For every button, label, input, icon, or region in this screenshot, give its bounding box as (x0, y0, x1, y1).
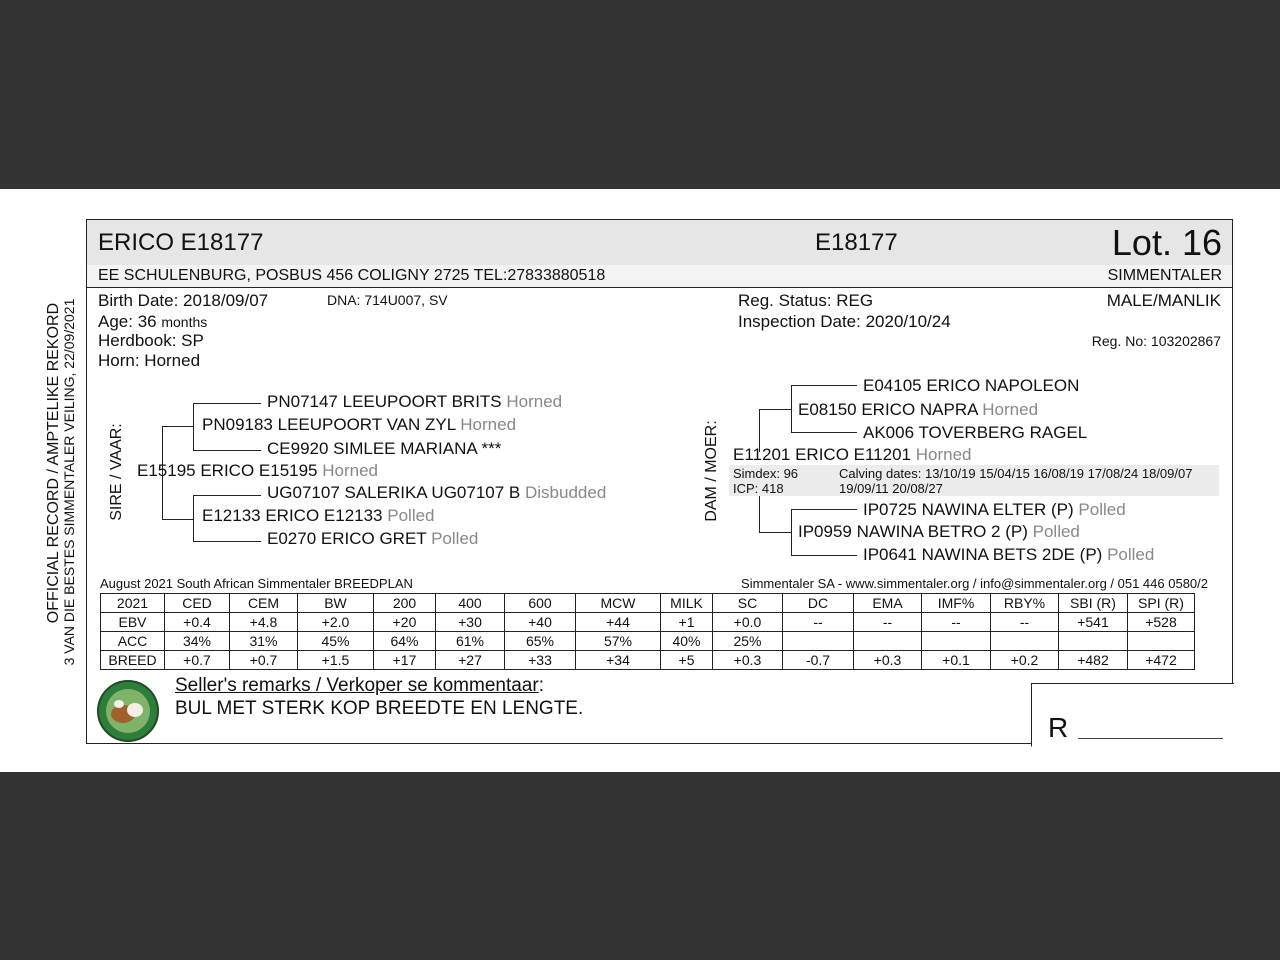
dam-sire-bracket-top (791, 385, 857, 386)
sire-dam-bracket (193, 495, 194, 541)
ebv-header-cell: EMA (854, 594, 922, 613)
acc-cell: 31% (230, 632, 298, 651)
sire-dam-dam-name: E0270 ERICO GRET (267, 529, 427, 548)
dam-name: E11201 ERICO E11201 (733, 445, 911, 464)
dam-dam-bracket-bottom (791, 555, 857, 556)
sire-trait: Horned (322, 461, 379, 480)
ebv-header-cell: RBY% (991, 594, 1059, 613)
acc-cell (922, 632, 991, 651)
dam-dam-sire-trait: Polled (1078, 500, 1126, 519)
ebv-cell: +20 (374, 613, 436, 632)
ebv-header-cell: 200 (374, 594, 436, 613)
ebv-cell: +1 (661, 613, 713, 632)
breed-cell: +0.1 (922, 651, 991, 670)
sire-dam-sire-name: UG07107 SALERIKA UG07107 B (267, 483, 521, 502)
dam-sire-dam (863, 423, 1087, 443)
dam-sire-trait: Horned (982, 400, 1039, 419)
dam-dam-trait: Polled (1032, 522, 1080, 541)
sire-dam-dam (267, 529, 478, 549)
dam-sire-sire (863, 376, 1079, 396)
dam-sire-sire-name: E04105 ERICO NAPOLEON (863, 376, 1080, 395)
breed-cell: +17 (374, 651, 436, 670)
horn-status: Horn: Horned (98, 351, 201, 370)
dam-sire-name: E08150 ERICO NAPRA (798, 400, 978, 419)
dam-bracket-upper-top (759, 409, 791, 410)
sire-sire-name: PN09183 LEEUPOORT VAN ZYL (202, 415, 456, 434)
sire-dam-bracket-bottom (193, 541, 261, 542)
dam-dam-sire (863, 500, 1126, 520)
simdex: Simdex: 96 (733, 466, 799, 481)
inspection-date: Inspection Date: 2020/10/24 (738, 312, 951, 331)
breed-cell: -0.7 (783, 651, 854, 670)
ebv-header-cell: BW (298, 594, 374, 613)
dam (733, 445, 972, 465)
sire-sire-bracket-bottom (193, 450, 261, 451)
acc-cell (991, 632, 1059, 651)
ebv-cell: -- (922, 613, 991, 632)
breed-cell: +472 (1128, 651, 1195, 670)
dam-dam (798, 522, 1080, 542)
price-input-line[interactable] (1078, 738, 1223, 739)
sire-sire-bracket (193, 403, 194, 450)
ebv-cell: +541 (1059, 613, 1128, 632)
acc-cell: 25% (713, 632, 783, 651)
acc-cell (854, 632, 922, 651)
calving-dates-line1: Calving dates: 13/10/19 15/04/15 16/08/19 17/08/24 18/09/07 (839, 466, 1193, 481)
owner-band (87, 265, 1232, 288)
breedplan-contact: Simmentaler SA - www.simmentaler.org / info@simmentaler.org / 051 446 0580/2 (741, 576, 1208, 591)
herdbook: Herdbook: SP (98, 331, 204, 350)
owner-address: EE SCHULENBURG, POSBUS 456 COLIGNY 2725 TEL:27833880518 (98, 267, 606, 284)
breed-cell: +5 (661, 651, 713, 670)
breed-cell: +0.7 (165, 651, 230, 670)
ebv-cell: +0.0 (713, 613, 783, 632)
sire-name: E15195 ERICO E15195 (137, 461, 318, 480)
breed-row (101, 651, 1195, 670)
breed-cell: +0.3 (854, 651, 922, 670)
ebv-cell: +528 (1128, 613, 1195, 632)
acc-cell: 64% (374, 632, 436, 651)
breed-cell: +0.2 (991, 651, 1059, 670)
remarks-colon: : (538, 675, 544, 696)
calving-dates-line2: 19/09/11 20/08/27 (839, 481, 943, 496)
dam-dam-sire-name: IP0725 NAWINA ELTER (P) (863, 500, 1074, 519)
sire-sire-dam-name: CE9920 SIMLEE MARIANA *** (267, 439, 502, 458)
age (98, 312, 207, 332)
ebv-cell: +40 (505, 613, 576, 632)
breed-cell: +482 (1059, 651, 1128, 670)
acc-cell: 61% (436, 632, 505, 651)
sire-sire-sire-trait: Horned (506, 392, 563, 411)
age-unit: months (161, 314, 208, 330)
title-band (87, 220, 1232, 266)
sire (137, 461, 378, 481)
ebv-cell: +2.0 (298, 613, 374, 632)
dam-sire-bracket-bottom (791, 432, 857, 433)
ebv-header-cell: 600 (505, 594, 576, 613)
icp: ICP: 418 (733, 481, 784, 496)
ebv-header-cell: SPI (R) (1128, 594, 1195, 613)
dam-dam-name: IP0959 NAWINA BETRO 2 (P) (798, 522, 1028, 541)
sire-sire-sire-name: PN07147 LEEUPOORT BRITS (267, 392, 502, 411)
ebv-cell: +44 (576, 613, 661, 632)
animal-id: E18177 (815, 229, 898, 256)
auction-side-text: 3 VAN DIE BESTES SIMMENTALER VEILING, 22/09/2021 (61, 298, 77, 666)
official-record-side-text: OFFICIAL RECORD / AMPTELIKE REKORD (45, 302, 62, 624)
ebv-cell: EBV (101, 613, 165, 632)
ebv-cell: -- (783, 613, 854, 632)
dam-dam-dam-name: IP0641 NAWINA BETS 2DE (P) (863, 545, 1103, 564)
ebv-header-cell: CEM (230, 594, 298, 613)
acc-cell: 45% (298, 632, 374, 651)
ebv-header-cell: MCW (576, 594, 661, 613)
dam-label: DAM / MOER: (703, 420, 720, 522)
sire-sire (202, 415, 516, 435)
lot-number: Lot. 16 (1111, 222, 1222, 263)
acc-cell (1059, 632, 1128, 651)
acc-cell: 40% (661, 632, 713, 651)
sex: MALE/MANLIK (1106, 291, 1221, 310)
breed-cell: +0.3 (713, 651, 783, 670)
remarks-heading (175, 675, 544, 697)
breed-cell: +1.5 (298, 651, 374, 670)
catalogue-sheet (0, 189, 1280, 772)
ebv-cell: -- (991, 613, 1059, 632)
sire-dam-sire-trait: Disbudded (525, 483, 607, 502)
price-currency-label: R (1048, 712, 1069, 743)
ebv-cell: +0.4 (165, 613, 230, 632)
reg-status: Reg. Status: REG (738, 291, 874, 310)
breed-cell: +0.7 (230, 651, 298, 670)
birth-date: Birth Date: 2018/09/07 (98, 291, 269, 310)
breed-cell: +33 (505, 651, 576, 670)
age-value: Age: 36 (98, 312, 157, 331)
lot-card (86, 219, 1233, 744)
ebv-header-cell: IMF% (922, 594, 991, 613)
acc-cell: 34% (165, 632, 230, 651)
acc-cell: 65% (505, 632, 576, 651)
breed-cell: +34 (576, 651, 661, 670)
sire-label: SIRE / VAAR: (108, 423, 125, 521)
acc-cell (783, 632, 854, 651)
ebv-cell: +30 (436, 613, 505, 632)
remarks-text: BUL MET STERK KOP BREEDTE EN LENGTE. (175, 698, 584, 719)
ebv-header-cell: DC (783, 594, 854, 613)
sire-dam-trait: Polled (387, 506, 435, 525)
ebv-header-cell: 2021 (101, 594, 165, 613)
sire-dam-sire (267, 483, 606, 503)
animal-name: ERICO E18177 (98, 229, 264, 256)
dam-bracket-lower (759, 496, 760, 532)
sire-dam-name: E12133 ERICO E12133 (202, 506, 383, 525)
breed-name: SIMMENTALER (1107, 267, 1222, 284)
dam-dam-bracket (791, 509, 792, 555)
sire-sire-trait: Horned (460, 415, 517, 434)
ebv-cell: -- (854, 613, 922, 632)
sire-bracket-bottom (162, 519, 193, 520)
sire-dam-dam-trait: Polled (431, 529, 479, 548)
ebv-cell: +4.8 (230, 613, 298, 632)
sire-sire-bracket-top (193, 403, 261, 404)
remarks-title: Seller's remarks / Verkoper se kommentaar (175, 675, 539, 696)
ebv-header-cell: MILK (661, 594, 713, 613)
dam-trait: Horned (915, 445, 972, 464)
dam-sire-bracket (791, 385, 792, 432)
sire-dam (202, 506, 435, 526)
dam-sire-dam-name: AK006 TOVERBERG RAGEL (863, 423, 1088, 442)
ebv-header-row (101, 594, 1195, 613)
dam-sire (798, 400, 1038, 420)
simmentaler-logo-icon (97, 680, 159, 742)
sire-sire-sire (267, 392, 562, 412)
sire-sire-dam (267, 439, 501, 459)
ebv-header-cell: SBI (R) (1059, 594, 1128, 613)
ebv-header-cell: CED (165, 594, 230, 613)
ebv-header-cell: SC (713, 594, 783, 613)
dam-dam-dam (863, 545, 1154, 565)
reg-number: Reg. No: 103202867 (1091, 333, 1221, 349)
acc-cell: ACC (101, 632, 165, 651)
breed-cell: +27 (436, 651, 505, 670)
dam-dam-dam-trait: Polled (1107, 545, 1155, 564)
dam-bracket-lower-bottom (759, 532, 791, 533)
dam-dam-bracket-top (791, 509, 857, 510)
ebv-row (101, 613, 1195, 632)
breedplan-source: August 2021 South African Simmentaler BREEDPLAN (100, 576, 413, 591)
breed-cell: BREED (101, 651, 165, 670)
ebv-header-cell: 400 (436, 594, 505, 613)
sire-dam-bracket-top (193, 495, 261, 496)
dna: DNA: 714U007, SV (327, 292, 448, 308)
ebv-table (100, 593, 1195, 670)
acc-cell: 57% (576, 632, 661, 651)
acc-row (101, 632, 1195, 651)
acc-cell (1128, 632, 1195, 651)
sire-bracket-top (162, 426, 193, 427)
